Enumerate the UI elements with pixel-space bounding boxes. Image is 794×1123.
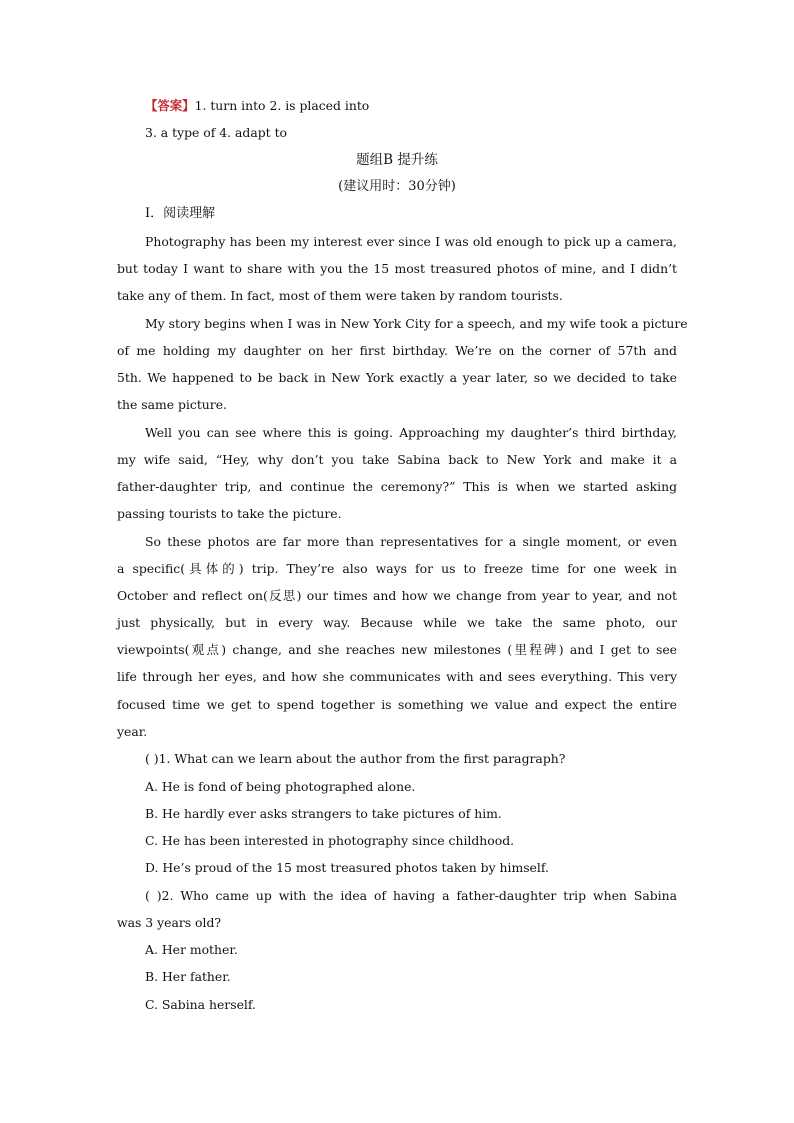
- passage-line: 5th. We happened to be back in New York exactly a year later, so we decided to take: [117, 370, 677, 385]
- passage-line: year.: [117, 724, 148, 739]
- answer-line-2: 3. a type of 4. adapt to: [145, 125, 288, 140]
- passage-line: life through her eyes, and how she communicates with and sees everything. This very: [117, 669, 677, 684]
- passage-line: focused time we get to spend together is something we value and expect the entire: [117, 697, 677, 712]
- passage-line: viewpoints(观点) change, and she reaches new milestones (里程碑) and I get to see: [117, 642, 677, 657]
- passage-line: take any of them. In fact, most of them were taken by random tourists.: [117, 288, 563, 303]
- answer-line-1: [145, 98, 677, 114]
- passage-line: My story begins when I was in New York City for a speech, and my wife took a picture: [145, 316, 688, 331]
- question-2-option-b: B. Her father.: [145, 969, 231, 984]
- passage-line: So these photos are far more than representatives for a single moment, or even: [145, 534, 677, 549]
- answer-text-1: 1. turn into 2. is placed into: [194, 98, 370, 113]
- question-2-stem: ( )2. Who came up with the idea of having a father-daughter trip when Sabina: [145, 888, 677, 903]
- part-heading: Ⅰ．阅读理解: [145, 206, 216, 221]
- answer-tag: 【答案】: [145, 98, 195, 113]
- passage-line: Well you can see where this is going. Approaching my daughter’s third birthday,: [145, 425, 677, 440]
- passage-line: my wife said, “Hey, why don’t you take Sabina back to New York and make it a: [117, 452, 677, 467]
- passage-line: a specific(具体的) trip. They’re also ways for us to freeze time for one week in: [117, 561, 677, 576]
- section-subtitle: (建议用时：30分钟): [338, 179, 456, 194]
- question-1-option-b: B. He hardly ever asks strangers to take pictures of him.: [145, 806, 502, 821]
- question-1-option-c: C. He has been interested in photography since childhood.: [145, 833, 515, 848]
- question-1-option-a: A. He is fond of being photographed alone.: [145, 779, 416, 794]
- passage-line: passing tourists to take the picture.: [117, 506, 342, 521]
- passage-line: just physically, but in every way. Because while we take the same photo, our: [117, 615, 677, 630]
- passage-line: the same picture.: [117, 397, 227, 412]
- passage-line: Photography has been my interest ever since I was old enough to pick up a camera,: [145, 234, 677, 249]
- question-1-stem: ( )1. What can we learn about the author from the first paragraph?: [145, 751, 566, 766]
- question-1-option-d: D. He’s proud of the 15 most treasured photos taken by himself.: [145, 860, 549, 875]
- passage-line: father-daughter trip, and continue the ceremony?” This is when we started asking: [117, 479, 677, 494]
- question-2-option-a: A. Her mother.: [145, 942, 238, 957]
- passage-line: of me holding my daughter on her first birthday. We’re on the corner of 57th and: [117, 343, 677, 358]
- passage-line: but today I want to share with you the 15 most treasured photos of mine, and I didn’t: [117, 261, 677, 276]
- section-title: 题组B 提升练: [356, 152, 438, 168]
- passage-line: October and reflect on(反思) our times and how we change from year to year, and not: [117, 588, 677, 603]
- question-2-stem-cont: was 3 years old?: [117, 915, 222, 930]
- question-2-option-c: C. Sabina herself.: [145, 997, 256, 1012]
